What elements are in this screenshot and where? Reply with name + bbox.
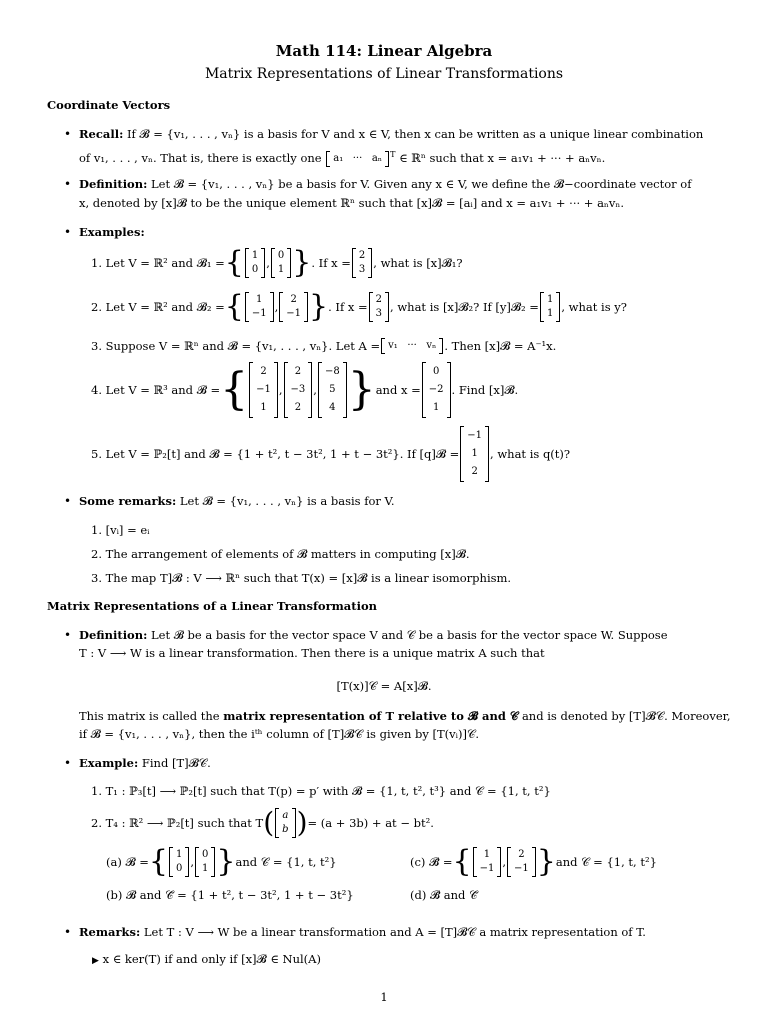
sub-item-a: (a) 𝓑 = { 1 0 , 0 1 } and 𝒞 = {1, t, t²} xyxy=(106,844,337,879)
remark-item-2: 2. The arrangement of elements of 𝓑 matters in computing [x]𝓑. xyxy=(91,547,470,561)
display-equation: [T(x)]𝒞 = A[x]𝓑. xyxy=(336,679,432,693)
matrix: 1 −1 xyxy=(473,847,502,877)
matrix: 1 1 xyxy=(540,292,560,322)
section-heading-matrix-representations: Matrix Representations of a Linear Transformation xyxy=(47,599,377,613)
remark-item-1: 1. [vᵢ] = eᵢ xyxy=(91,523,150,537)
triangle-right-icon: ▶ xyxy=(92,956,99,966)
matrix: 2 −1 xyxy=(507,847,536,877)
page-number: 1 xyxy=(380,990,388,1004)
example-5: 5. Let V = ℙ₂[t] and 𝓑 = {1 + t², t − 3t², 1 + t − 3t²}. If [q]𝓑 = −1 1 2 , what is q(t)? xyxy=(91,426,570,482)
example2-item-1: 1. T₁ : ℙ₃[t] ⟶ ℙ₂[t] such that T(p) = p′ with 𝓑 = {1, t, t², t³} and 𝒞 = {1, t, t²} xyxy=(91,784,551,798)
document-subtitle: Matrix Representations of Linear Transformations xyxy=(204,66,564,82)
example-1: 1. Let V = ℝ² and 𝓑₁ = { 1 0 , 0 1 } . If x = 2 3 , what is [x]𝓑₁? xyxy=(91,245,463,280)
example-3: 3. Suppose V = ℝⁿ and 𝓑 = {v₁, . . . , vₙ}. Let A = v₁ ··· vₙ . Then [x]𝓑 = A⁻¹x. xyxy=(91,338,557,353)
matrix: 2 −3 2 xyxy=(284,362,313,418)
section-heading-coordinate-vectors: Coordinate Vectors xyxy=(47,98,171,112)
matrix: a b xyxy=(275,808,295,838)
matrix: 0 1 xyxy=(195,847,215,877)
recall-line-2: of v₁, . . . , vₙ. That is, there is exactly one a₁ ··· aₙ $^T$ ∈ ℝⁿ such that x = a₁v₁ + ··· + aₙvₙ. xyxy=(79,150,606,165)
matrix: 2 −1 1 xyxy=(249,362,278,418)
bullet-icon: • xyxy=(64,925,72,939)
example2-label: Example: Find [T]𝓑𝒞. xyxy=(79,756,211,770)
arrow-item: ▶ x ∈ ker(T) if and only if [x]𝓑 ∈ Nul(A) xyxy=(92,952,321,966)
recall-line-1: Recall: If 𝓑 = {v₁, . . . , vₙ} is a basis for V and x ∈ V, then x can be written as a unique linear combination xyxy=(79,127,704,141)
recall-label: Recall: xyxy=(79,127,124,141)
definition-line-1: Definition: Let 𝓑 = {v₁, . . . , vₙ} be a basis for V. Given any x ∈ V, we define the 𝓑−coordinate vector of xyxy=(79,177,692,191)
matrix: 0 1 xyxy=(271,248,291,278)
remarks2: Remarks: Let T : V ⟶ W be a linear transformation and A = [T]𝓑𝒞 a matrix representation of T. xyxy=(79,925,646,939)
some-remarks: Some remarks: Let 𝓑 = {v₁, . . . , vₙ} is a basis for V. xyxy=(79,494,395,508)
definition-line-2: x, denoted by [x]𝓑 to be the unique element ℝⁿ such that [x]𝓑 = [aᵢ] and x = a₁v₁ + ··· + aₙvₙ. xyxy=(79,196,625,210)
definition2-line-1: Definition: Let 𝓑 be a basis for the vector space V and 𝒞 be a basis for the vector space W. Suppose xyxy=(79,628,668,642)
bullet-icon: • xyxy=(64,494,72,508)
matrix: −8 5 4 xyxy=(318,362,347,418)
matrix: 1 0 xyxy=(245,248,265,278)
bullet-icon: • xyxy=(64,225,72,239)
definition2-line-2: T : V ⟶ W is a linear transformation. Then there is a unique matrix A such that xyxy=(79,646,545,660)
bullet-icon: • xyxy=(64,127,72,141)
matrix: 2 3 xyxy=(352,248,372,278)
sub-item-c: (c) 𝓑̃ = { 1 −1 , 2 −1 } and 𝒞 = {1, t, t²} xyxy=(410,844,657,879)
paragraph-line-2: if 𝓑 = {v₁, . . . , vₙ}, then the iᵗʰ column of [T]𝓑𝒞 is given by [T(vᵢ)]𝒞. xyxy=(79,727,479,741)
bullet-icon: • xyxy=(64,756,72,770)
row-matrix: v₁ ··· vₙ xyxy=(381,338,443,354)
matrix: −1 1 2 xyxy=(460,426,489,482)
paragraph-line-1: This matrix is called the matrix representation of T relative to 𝓑 and 𝒞 and is denoted by [T]𝓑𝒞. Moreover, xyxy=(79,709,731,723)
sub-item-d: (d) 𝓑̃ and 𝒞̃ xyxy=(410,888,478,902)
bullet-icon: • xyxy=(64,177,72,191)
example-2: 2. Let V = ℝ² and 𝓑₂ = { 1 −1 , 2 −1 } . If x = 2 3 , what is [x]𝓑₂? If [y]𝓑₂ = 1 1 , what is y? xyxy=(91,289,627,324)
matrix: 2 −1 xyxy=(279,292,308,322)
row-vector: a₁ ··· aₙ xyxy=(326,151,389,167)
matrix: 1 −1 xyxy=(245,292,274,322)
matrix: 2 3 xyxy=(369,292,389,322)
matrix: 1 0 xyxy=(169,847,189,877)
matrix: 0 −2 1 xyxy=(422,362,451,418)
bullet-icon: • xyxy=(64,628,72,642)
example-4: 4. Let V = ℝ³ and 𝓑 = { 2 −1 1 , 2 −3 2 , −8 5 4 } and x = 0 −2 1 . Find [x]𝓑. xyxy=(91,362,518,418)
remark-item-3: 3. The map T]𝓑 : V ⟶ ℝⁿ such that T(x) = [x]𝓑 is a linear isomorphism. xyxy=(91,571,512,585)
document-title: Math 114: Linear Algebra xyxy=(275,42,493,60)
examples-label: Examples: xyxy=(79,225,145,239)
sub-item-b: (b) 𝓑 and 𝒞̃ = {1 + t², t − 3t², 1 + t − 3t²} xyxy=(106,888,354,902)
example2-item-2: 2. T₄ : ℝ² ⟶ ℙ₂[t] such that T ( a b ) = (a + 3b) + at − bt². xyxy=(91,806,434,839)
